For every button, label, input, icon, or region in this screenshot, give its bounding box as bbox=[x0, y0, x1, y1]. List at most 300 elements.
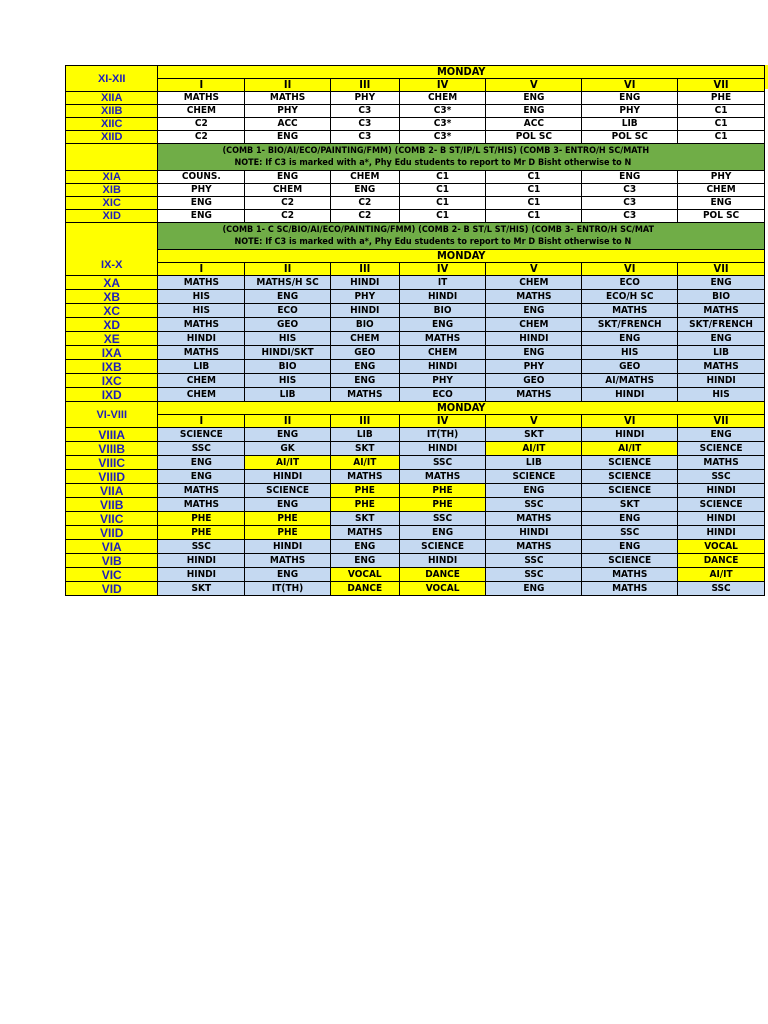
timetable-cell: ENG bbox=[486, 92, 582, 105]
timetable-cell: HINDI bbox=[158, 568, 245, 582]
table-row bbox=[66, 554, 765, 568]
timetable-cell: MATHS bbox=[158, 346, 245, 360]
period-header-6: VI bbox=[582, 415, 678, 428]
period-header-row bbox=[66, 415, 765, 428]
timetable-cell: AI/IT bbox=[582, 442, 678, 456]
class-label: IXA bbox=[66, 346, 158, 360]
table-row bbox=[66, 526, 765, 540]
timetable-cell: ENG bbox=[245, 498, 331, 512]
timetable-cell: ENG bbox=[158, 210, 245, 223]
table-row bbox=[66, 118, 765, 131]
timetable-cell: ACC bbox=[245, 118, 331, 131]
timetable-cell: HINDI bbox=[582, 428, 678, 442]
table-row bbox=[66, 540, 765, 554]
period-header-3: III bbox=[330, 415, 399, 428]
timetable-cell: BIO bbox=[399, 304, 486, 318]
timetable-cell: C1 bbox=[678, 105, 765, 118]
timetable-cell: ENG bbox=[399, 526, 486, 540]
timetable-cell: HINDI bbox=[245, 540, 331, 554]
timetable-cell: CHEM bbox=[330, 171, 399, 184]
timetable-cell: PHY bbox=[330, 92, 399, 105]
timetable-cell: C1 bbox=[486, 197, 582, 210]
timetable-cell: COUNS. bbox=[158, 171, 245, 184]
timetable-cell: MATHS bbox=[678, 304, 765, 318]
timetable-cell: MATHS bbox=[582, 304, 678, 318]
timetable-cell: ENG bbox=[486, 105, 582, 118]
timetable-cell: AI/IT bbox=[486, 442, 582, 456]
timetable-cell: HINDI bbox=[678, 512, 765, 526]
period-header-2: II bbox=[245, 79, 331, 92]
timetable-cell: SSC bbox=[158, 442, 245, 456]
class-label: VIIIC bbox=[66, 456, 158, 470]
class-label: VIA bbox=[66, 540, 158, 554]
timetable-cell: C1 bbox=[486, 171, 582, 184]
table-row bbox=[66, 318, 765, 332]
class-label: VIC bbox=[66, 568, 158, 582]
timetable-cell: BIO bbox=[678, 290, 765, 304]
day-header-row bbox=[66, 250, 765, 263]
period-header-5: V bbox=[486, 79, 582, 92]
timetable-cell: VOCAL bbox=[330, 568, 399, 582]
timetable-cell: CHEM bbox=[158, 374, 245, 388]
timetable-cell: C2 bbox=[158, 118, 245, 131]
timetable-cell: LIB bbox=[330, 428, 399, 442]
timetable-cell: MATHS bbox=[330, 470, 399, 484]
timetable-cell: ENG bbox=[330, 540, 399, 554]
timetable-cell: LIB bbox=[582, 118, 678, 131]
timetable-cell: PHE bbox=[330, 498, 399, 512]
timetable-cell: DANCE bbox=[330, 582, 399, 596]
class-label: XID bbox=[66, 210, 158, 223]
timetable-cell: PHY bbox=[582, 105, 678, 118]
class-label: XIIA bbox=[66, 92, 158, 105]
timetable-cell: C3 bbox=[582, 210, 678, 223]
timetable-cell: HINDI bbox=[678, 374, 765, 388]
timetable-cell: MATHS bbox=[158, 498, 245, 512]
timetable-cell: AI/IT bbox=[245, 456, 331, 470]
timetable-cell: HIS bbox=[678, 388, 765, 402]
table-row bbox=[66, 470, 765, 484]
timetable-cell: SKT bbox=[582, 498, 678, 512]
timetable-cell: SCIENCE bbox=[245, 484, 331, 498]
timetable-cell: PHY bbox=[486, 360, 582, 374]
class-label: VIIID bbox=[66, 470, 158, 484]
timetable-cell: CHEM bbox=[158, 388, 245, 402]
timetable-cell: SCIENCE bbox=[582, 470, 678, 484]
table-row bbox=[66, 484, 765, 498]
group-label-xi-xii: XI-XII bbox=[66, 66, 158, 92]
timetable-cell: SSC bbox=[582, 526, 678, 540]
timetable-cell: SKT/FRENCH bbox=[582, 318, 678, 332]
timetable-cell: PHE bbox=[158, 526, 245, 540]
period-header-2: II bbox=[245, 415, 331, 428]
combination-note bbox=[158, 144, 765, 171]
timetable-cell: SCIENCE bbox=[582, 456, 678, 470]
table-row bbox=[66, 276, 765, 290]
timetable-cell: PHE bbox=[158, 512, 245, 526]
table-row bbox=[66, 346, 765, 360]
timetable-cell: C3* bbox=[399, 105, 486, 118]
table-row bbox=[66, 568, 765, 582]
timetable-cell: ECO bbox=[399, 388, 486, 402]
table-row bbox=[66, 304, 765, 318]
timetable-cell: AI/IT bbox=[330, 456, 399, 470]
class-label: VIB bbox=[66, 554, 158, 568]
class-label: XIC bbox=[66, 197, 158, 210]
timetable-cell: MATHS bbox=[245, 554, 331, 568]
timetable-cell: ENG bbox=[245, 568, 331, 582]
timetable-cell: C1 bbox=[399, 210, 486, 223]
timetable-cell: ENG bbox=[330, 184, 399, 197]
note-row bbox=[66, 144, 765, 171]
timetable-cell: HIS bbox=[582, 346, 678, 360]
timetable-cell: ECO bbox=[582, 276, 678, 290]
note-row bbox=[66, 223, 765, 250]
day-header-row bbox=[66, 66, 765, 79]
class-label: XIIC bbox=[66, 118, 158, 131]
table-row bbox=[66, 456, 765, 470]
table-row bbox=[66, 197, 765, 210]
day-header: MONDAY bbox=[158, 250, 765, 263]
timetable-cell: HIS bbox=[158, 304, 245, 318]
table-row bbox=[66, 582, 765, 596]
table-row bbox=[66, 374, 765, 388]
timetable-cell: MATHS bbox=[330, 388, 399, 402]
timetable-cell: LIB bbox=[158, 360, 245, 374]
timetable-cell: VOCAL bbox=[399, 582, 486, 596]
timetable-cell: C3 bbox=[330, 118, 399, 131]
timetable-cell: POL SC bbox=[582, 131, 678, 144]
table-row bbox=[66, 105, 765, 118]
timetable-cell: ENG bbox=[678, 276, 765, 290]
table-row bbox=[66, 442, 765, 456]
class-label: XIID bbox=[66, 131, 158, 144]
timetable-cell: LIB bbox=[245, 388, 331, 402]
period-header-4: IV bbox=[399, 415, 486, 428]
timetable-cell: C1 bbox=[486, 210, 582, 223]
timetable-cell: MATHS bbox=[582, 582, 678, 596]
timetable-cell: GEO bbox=[330, 346, 399, 360]
timetable-cell: CHEM bbox=[678, 184, 765, 197]
timetable-cell: SKT bbox=[330, 512, 399, 526]
timetable-cell: ENG bbox=[245, 131, 331, 144]
timetable-cell: ENG bbox=[158, 470, 245, 484]
period-header-6: VI bbox=[582, 79, 678, 92]
note-line-1: (COMB 1- C SC/BIO/AI/ECO/PAINTING/FMM) (COMB 2- B ST/L ST/HIS) (COMB 3- ENTRO/H SC/MAT bbox=[222, 225, 654, 235]
timetable-cell: C2 bbox=[245, 210, 331, 223]
timetable-cell: ENG bbox=[582, 512, 678, 526]
timetable-cell: SCIENCE bbox=[678, 442, 765, 456]
timetable-cell: GEO bbox=[245, 318, 331, 332]
timetable-cell: ENG bbox=[486, 582, 582, 596]
class-label: VIIIA bbox=[66, 428, 158, 442]
timetable-cell: C3 bbox=[330, 105, 399, 118]
timetable-cell: HINDI bbox=[678, 484, 765, 498]
class-label: VIID bbox=[66, 526, 158, 540]
timetable-cell: C3* bbox=[399, 118, 486, 131]
note-line-2: NOTE: If C3 is marked with a*, Phy Edu students to report to Mr D Bisht otherwise to N bbox=[234, 158, 632, 168]
timetable-cell: SSC bbox=[486, 568, 582, 582]
timetable-cell: ENG bbox=[245, 428, 331, 442]
class-label: XIIB bbox=[66, 105, 158, 118]
timetable-cell: GK bbox=[245, 442, 331, 456]
table-row bbox=[66, 512, 765, 526]
timetable-cell: ENG bbox=[582, 540, 678, 554]
timetable-cell: C2 bbox=[330, 197, 399, 210]
period-header-4: IV bbox=[399, 79, 486, 92]
timetable-cell: ENG bbox=[582, 171, 678, 184]
timetable-cell: MATHS bbox=[158, 484, 245, 498]
period-header-1: I bbox=[158, 415, 245, 428]
timetable-cell: MATHS/H SC bbox=[245, 276, 331, 290]
period-header-5: V bbox=[486, 415, 582, 428]
timetable-cell: C1 bbox=[486, 184, 582, 197]
table-row bbox=[66, 92, 765, 105]
timetable-cell: SKT bbox=[330, 442, 399, 456]
timetable-cell: ENG bbox=[245, 171, 331, 184]
period-header-7: VII bbox=[678, 415, 765, 428]
timetable-cell: ENG bbox=[330, 554, 399, 568]
timetable-cell: SCIENCE bbox=[582, 554, 678, 568]
timetable-cell: SCIENCE bbox=[486, 470, 582, 484]
class-label: VID bbox=[66, 582, 158, 596]
timetable-cell: MATHS bbox=[678, 456, 765, 470]
timetable-cell: C1 bbox=[678, 118, 765, 131]
day-header-row bbox=[66, 402, 765, 415]
combination-note bbox=[158, 223, 765, 250]
class-label: XE bbox=[66, 332, 158, 346]
period-header-3: III bbox=[330, 79, 399, 92]
timetable-cell: HIS bbox=[245, 374, 331, 388]
timetable-cell: C1 bbox=[399, 171, 486, 184]
timetable-cell: ENG bbox=[678, 428, 765, 442]
table-row bbox=[66, 171, 765, 184]
blank-label bbox=[66, 144, 158, 171]
timetable-cell: ENG bbox=[158, 456, 245, 470]
timetable-cell: PHE bbox=[245, 526, 331, 540]
timetable-cell: PHY bbox=[330, 290, 399, 304]
class-label: XB bbox=[66, 290, 158, 304]
timetable-cell: SSC bbox=[399, 512, 486, 526]
group-label-ix-x: IX-X bbox=[66, 223, 158, 276]
timetable-cell: ENG bbox=[399, 318, 486, 332]
timetable-cell: SSC bbox=[399, 456, 486, 470]
timetable-cell: CHEM bbox=[158, 105, 245, 118]
timetable-cell: ENG bbox=[486, 484, 582, 498]
timetable-cell: MATHS bbox=[158, 276, 245, 290]
timetable-cell: SSC bbox=[678, 470, 765, 484]
timetable-cell: C3 bbox=[582, 184, 678, 197]
note-line-2: NOTE: If C3 is marked with a*, Phy Edu students to report to Mr D Bisht otherwise to N bbox=[234, 237, 632, 247]
timetable-cell: HINDI/SKT bbox=[245, 346, 331, 360]
timetable-cell: HINDI bbox=[486, 332, 582, 346]
period-header-row bbox=[66, 263, 765, 276]
timetable-cell: VOCAL bbox=[678, 540, 765, 554]
class-label: XC bbox=[66, 304, 158, 318]
timetable-cell: GEO bbox=[486, 374, 582, 388]
period-header-1: I bbox=[158, 263, 245, 276]
timetable-cell: C3* bbox=[399, 131, 486, 144]
period-header-1: I bbox=[158, 79, 245, 92]
note-line-1: (COMB 1- BIO/AI/ECO/PAINTING/FMM) (COMB 2- B ST/IP/L ST/HIS) (COMB 3- ENTRO/H SC/MATH bbox=[222, 146, 650, 156]
timetable-cell: HINDI bbox=[399, 442, 486, 456]
day-header: MONDAY bbox=[158, 66, 765, 79]
timetable-cell: ECO bbox=[245, 304, 331, 318]
timetable-cell: HIS bbox=[245, 332, 331, 346]
timetable-cell: MATHS bbox=[678, 360, 765, 374]
timetable-cell: HINDI bbox=[330, 304, 399, 318]
timetable-cell: MATHS bbox=[158, 318, 245, 332]
timetable-cell: CHEM bbox=[486, 276, 582, 290]
timetable-cell: ENG bbox=[582, 332, 678, 346]
timetable-cell: ENG bbox=[330, 374, 399, 388]
period-header-4: IV bbox=[399, 263, 486, 276]
timetable-cell: AI/MATHS bbox=[582, 374, 678, 388]
class-label: IXD bbox=[66, 388, 158, 402]
timetable-cell: IT bbox=[399, 276, 486, 290]
timetable-cell: PHY bbox=[678, 171, 765, 184]
timetable-cell: C1 bbox=[399, 197, 486, 210]
timetable-cell: AI/IT bbox=[678, 568, 765, 582]
period-header-row bbox=[66, 79, 765, 92]
timetable-cell: SSC bbox=[486, 498, 582, 512]
timetable-cell: ENG bbox=[245, 290, 331, 304]
period-header-6: VI bbox=[582, 263, 678, 276]
class-label: IXB bbox=[66, 360, 158, 374]
table-row bbox=[66, 210, 765, 223]
class-label: XA bbox=[66, 276, 158, 290]
timetable-cell: POL SC bbox=[678, 210, 765, 223]
timetable-cell: PHE bbox=[330, 484, 399, 498]
timetable-cell: HINDI bbox=[399, 360, 486, 374]
timetable-cell: SSC bbox=[158, 540, 245, 554]
timetable-cell: HINDI bbox=[486, 526, 582, 540]
timetable-cell: CHEM bbox=[399, 92, 486, 105]
timetable-cell: LIB bbox=[486, 456, 582, 470]
timetable-cell: PHE bbox=[399, 498, 486, 512]
timetable-cell: C1 bbox=[678, 131, 765, 144]
class-label: XIB bbox=[66, 184, 158, 197]
timetable-cell: ENG bbox=[678, 332, 765, 346]
timetable-cell: C2 bbox=[158, 131, 245, 144]
table-row bbox=[66, 428, 765, 442]
timetable-cell: SKT bbox=[486, 428, 582, 442]
timetable-cell: MATHS bbox=[582, 568, 678, 582]
timetable-cell: PHY bbox=[245, 105, 331, 118]
table-row bbox=[66, 332, 765, 346]
timetable-cell: ENG bbox=[486, 346, 582, 360]
timetable-cell: CHEM bbox=[245, 184, 331, 197]
timetable-cell: LIB bbox=[678, 346, 765, 360]
day-header: MONDAY bbox=[158, 402, 765, 415]
period-header-5: V bbox=[486, 263, 582, 276]
timetable-cell: PHE bbox=[399, 484, 486, 498]
timetable-cell: DANCE bbox=[678, 554, 765, 568]
timetable-cell: MATHS bbox=[486, 540, 582, 554]
timetable-cell: ACC bbox=[486, 118, 582, 131]
timetable-cell: ENG bbox=[582, 92, 678, 105]
timetable-cell: SCIENCE bbox=[678, 498, 765, 512]
class-label: VIIC bbox=[66, 512, 158, 526]
table-row bbox=[66, 184, 765, 197]
timetable-cell: HINDI bbox=[399, 290, 486, 304]
timetable-cell: HINDI bbox=[582, 388, 678, 402]
timetable-cell: C3 bbox=[330, 131, 399, 144]
timetable-cell: SSC bbox=[678, 582, 765, 596]
timetable-cell: DANCE bbox=[399, 568, 486, 582]
timetable-cell: MATHS bbox=[399, 470, 486, 484]
timetable-cell: ENG bbox=[158, 197, 245, 210]
timetable-cell: HIS bbox=[158, 290, 245, 304]
timetable-cell: HINDI bbox=[678, 526, 765, 540]
timetable-cell: BIO bbox=[245, 360, 331, 374]
timetable-cell: PHE bbox=[678, 92, 765, 105]
class-label: IXC bbox=[66, 374, 158, 388]
group-label-vi-viii: VI-VIII bbox=[66, 402, 158, 428]
timetable-cell: MATHS bbox=[158, 92, 245, 105]
timetable-cell: C2 bbox=[330, 210, 399, 223]
table-row bbox=[66, 498, 765, 512]
timetable-cell: C3 bbox=[582, 197, 678, 210]
timetable-cell: SCIENCE bbox=[582, 484, 678, 498]
timetable-cell: ENG bbox=[678, 197, 765, 210]
timetable-cell: CHEM bbox=[486, 318, 582, 332]
table-row bbox=[66, 131, 765, 144]
timetable-cell: CHEM bbox=[399, 346, 486, 360]
period-header-3: III bbox=[330, 263, 399, 276]
timetable-cell: IT(TH) bbox=[399, 428, 486, 442]
timetable-cell: SCIENCE bbox=[399, 540, 486, 554]
timetable bbox=[65, 65, 765, 596]
timetable-cell: ENG bbox=[330, 360, 399, 374]
table-row bbox=[66, 388, 765, 402]
timetable-cell: MATHS bbox=[330, 526, 399, 540]
timetable-cell: C1 bbox=[399, 184, 486, 197]
class-label: VIIIB bbox=[66, 442, 158, 456]
timetable-cell: IT(TH) bbox=[245, 582, 331, 596]
timetable-cell: PHY bbox=[399, 374, 486, 388]
timetable-cell: HINDI bbox=[330, 276, 399, 290]
table-row bbox=[66, 290, 765, 304]
timetable-cell: BIO bbox=[330, 318, 399, 332]
timetable-cell: GEO bbox=[582, 360, 678, 374]
timetable-cell: HINDI bbox=[158, 332, 245, 346]
timetable-cell: SSC bbox=[486, 554, 582, 568]
timetable-cell: PHE bbox=[245, 512, 331, 526]
timetable-cell: HINDI bbox=[158, 554, 245, 568]
class-label: VIIA bbox=[66, 484, 158, 498]
period-header-2: II bbox=[245, 263, 331, 276]
timetable-cell: CHEM bbox=[330, 332, 399, 346]
timetable-cell: C2 bbox=[245, 197, 331, 210]
timetable-cell: SKT bbox=[158, 582, 245, 596]
timetable-cell: POL SC bbox=[486, 131, 582, 144]
class-label: XD bbox=[66, 318, 158, 332]
timetable-cell: MATHS bbox=[399, 332, 486, 346]
period-header-7: VII bbox=[678, 263, 765, 276]
timetable-cell: MATHS bbox=[245, 92, 331, 105]
timetable-cell: SKT/FRENCH bbox=[678, 318, 765, 332]
class-label: VIIB bbox=[66, 498, 158, 512]
timetable-sheet bbox=[65, 65, 768, 596]
timetable-cell: MATHS bbox=[486, 388, 582, 402]
timetable-cell: SCIENCE bbox=[158, 428, 245, 442]
timetable-cell: ENG bbox=[486, 304, 582, 318]
table-row bbox=[66, 360, 765, 374]
period-header-7: VII bbox=[678, 79, 765, 92]
timetable-cell: MATHS bbox=[486, 512, 582, 526]
timetable-cell: PHY bbox=[158, 184, 245, 197]
